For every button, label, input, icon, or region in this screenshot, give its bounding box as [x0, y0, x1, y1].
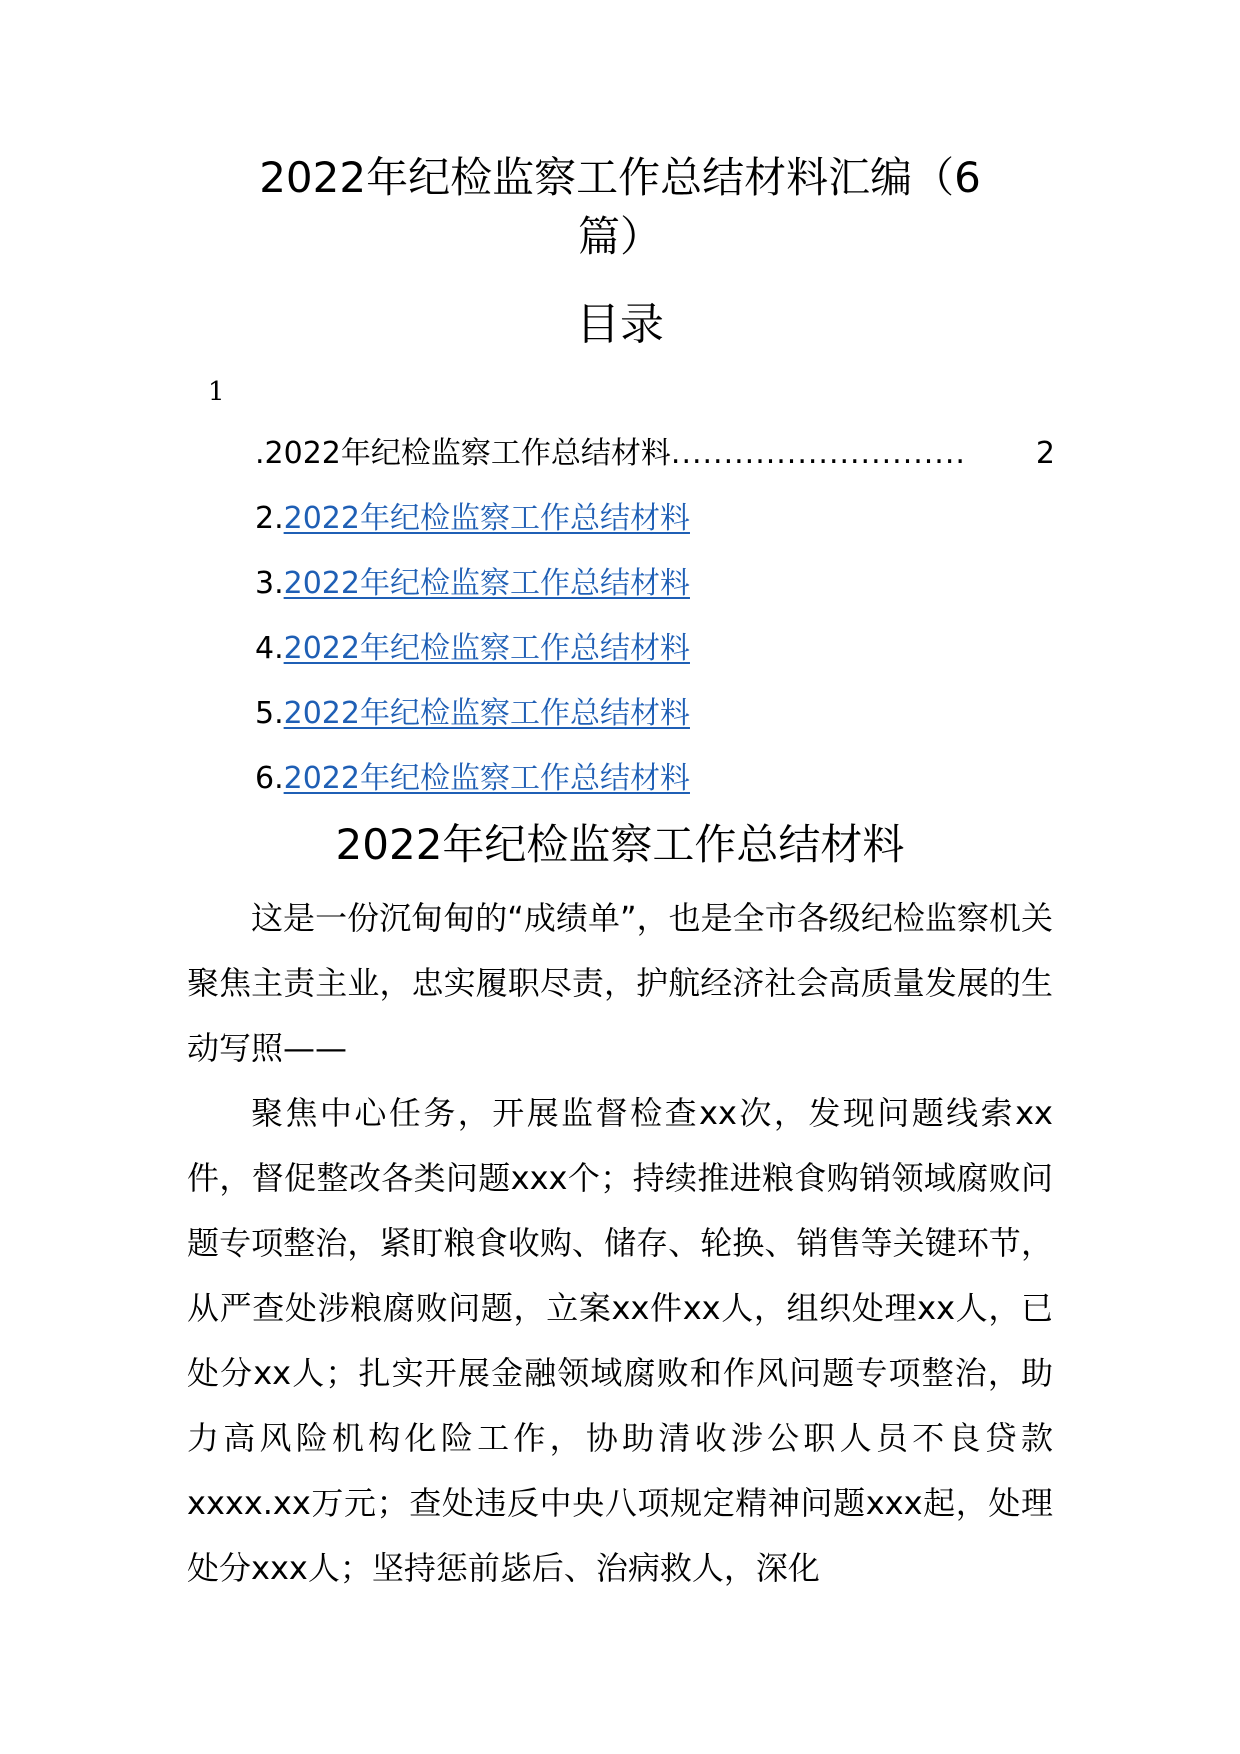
body-paragraph-1: 这是一份沉甸甸的“成绩单”，也是全市各级纪检监察机关聚焦主责主业，忠实履职尽责，护航经济社会高质量发展的生动写照—— — [187, 899, 1053, 1067]
table-of-contents — [255, 430, 1055, 820]
toc-item-number: 5. — [255, 696, 284, 731]
body-paragraph-2: 聚焦中心任务，开展监督检查xx次，发现问题线索xx件，督促整改各类问题xxx个；持续推进粮食购销领域腐败问题专项整治，紧盯粮食收购、储存、轮换、销售等关键环节，从严查处涉粮腐败问题，立案xx件xx人，组织处理xx人，已处分xx人；扎实开展金融领域腐败和作风问题专项整治，助力高风险机构化险工作，协助清收涉公职人员不良贷款xxxx.xx万元；查处违反中央八项规定精神问题xxx起，处理处分xxx人；坚持惩前毖后、治病救人，深化 — [187, 1094, 1053, 1587]
toc-item-1[interactable] — [255, 430, 1055, 495]
toc-item-2 — [255, 495, 1055, 560]
toc-link[interactable]: 2022年纪检监察工作总结材料 — [283, 501, 690, 536]
toc-item-4 — [255, 625, 1055, 690]
toc-item-number: . — [255, 436, 265, 471]
document-title — [187, 145, 1053, 211]
toc-link[interactable]: 2022年纪检监察工作总结材料 — [283, 566, 690, 601]
toc-marker: 1 — [208, 377, 225, 407]
toc-item-number: 3. — [255, 566, 284, 601]
toc-link[interactable]: 2022年纪检监察工作总结材料 — [283, 696, 690, 731]
toc-item-number: 4. — [255, 631, 284, 666]
document-title-line1: 2022年纪检监察工作总结材料汇编（6 — [259, 153, 981, 202]
toc-link[interactable]: 2022年纪检监察工作总结材料 — [283, 631, 690, 666]
toc-item-text[interactable]: 2022年纪检监察工作总结材料 — [264, 436, 671, 471]
section-title: 2022年纪检监察工作总结材料 — [335, 820, 905, 869]
toc-page-number: 2 — [1035, 436, 1055, 471]
toc-link[interactable]: 2022年纪检监察工作总结材料 — [283, 761, 690, 796]
document-title-continued — [187, 204, 1053, 270]
document-title-line2: 篇） — [577, 212, 662, 261]
toc-heading: 目录 — [576, 299, 664, 350]
toc-item-number: 2. — [255, 501, 284, 536]
toc-item-5 — [255, 690, 1055, 755]
toc-item-number: 6. — [255, 761, 284, 796]
toc-item-3 — [255, 560, 1055, 625]
toc-leader-dots: ............................ — [670, 436, 966, 471]
toc-item-6 — [255, 755, 1055, 820]
